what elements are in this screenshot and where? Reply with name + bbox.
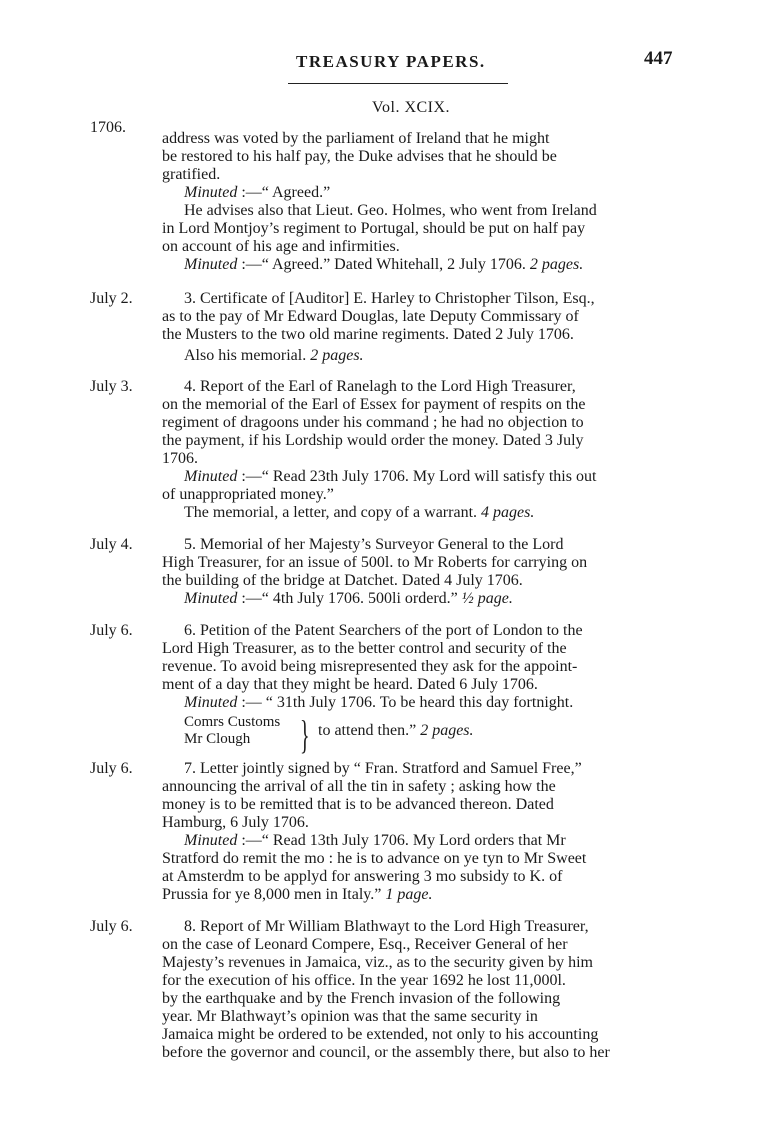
running-title: TREASURY PAPERS. <box>296 52 486 71</box>
text-line: High Treasurer, for an issue of 500l. to Mr Roberts for carrying on <box>162 554 588 571</box>
text-line: revenue. To avoid being misrepresented they ask for the appoint- <box>162 658 578 675</box>
margin-date: 1706. <box>90 119 126 136</box>
entry-body <box>162 622 684 712</box>
text-line: Lord High Treasurer, as to the better control and security of the <box>162 640 567 657</box>
margin-date: July 6. <box>90 760 133 777</box>
text-line: Jamaica might be ordered to be extended, not only to his accounting <box>162 1026 599 1043</box>
minute-line: Minuted :—“ Read 23th July 1706. My Lord will satisfy this out <box>184 468 597 485</box>
text-line: the building of the bridge at Datchet. Dated 4 July 1706. <box>162 572 523 589</box>
text-line: the Musters to the two old marine regiments. Dated 2 July 1706. <box>162 326 574 343</box>
text-line: in Lord Montjoy’s regiment to Portugal, should be put on half pay <box>162 220 586 237</box>
attend-line: to attend then.” 2 pages. <box>318 722 474 739</box>
text-line: on the memorial of the Earl of Essex for payment of respits on the <box>162 396 586 413</box>
margin-date: July 2. <box>90 290 133 307</box>
text-line: Prussia for ye 8,000 men in Italy.” 1 page. <box>162 886 433 903</box>
text-line: Majesty’s revenues in Jamaica, viz., as to the security given by him <box>162 954 593 971</box>
entry-body <box>162 378 684 522</box>
text-line: on account of his age and infirmities. <box>162 238 400 255</box>
text-line: 1706. <box>162 450 198 467</box>
text-line: before the governor and council, or the assembly there, but also to her <box>162 1044 610 1061</box>
margin-date: July 4. <box>90 536 133 553</box>
text-line: regiment of dragoons under his command ; he had no objection to <box>162 414 584 431</box>
text-line: He advises also that Lieut. Geo. Holmes, who went from Ireland <box>184 202 597 219</box>
margin-date: July 3. <box>90 378 133 395</box>
addressee-line: Mr Clough <box>184 731 251 747</box>
page-number: 447 <box>644 48 673 69</box>
text-line: for the execution of his office. In the year 1692 he lost 11,000l. <box>162 972 566 989</box>
text-line: 3. Certificate of [Auditor] E. Harley to Christopher Tilson, Esq., <box>184 290 595 307</box>
header-rule <box>288 83 508 84</box>
minute-line: Minuted :—“ Agreed.” <box>184 184 331 201</box>
minute-line: Minuted :—“ Agreed.” Dated Whitehall, 2 July 1706. 2 pages. <box>184 256 584 273</box>
text-line: year. Mr Blathwayt’s opinion was that the same security in <box>162 1008 538 1025</box>
text-line: on the case of Leonard Compere, Esq., Receiver General of her <box>162 936 568 953</box>
volume-heading: Vol. XCIX. <box>372 99 451 116</box>
text-line: money is to be remitted that is to be advanced thereon. Dated <box>162 796 554 813</box>
margin-date: July 6. <box>90 918 133 935</box>
text-line: at Amsterdm to be applyd for answering 3 mo subsidy to K. of <box>162 868 563 885</box>
text-line: Also his memorial. 2 pages. <box>184 347 364 364</box>
minute-line: Minuted :—“ Read 13th July 1706. My Lord orders that Mr <box>184 832 566 849</box>
text-line: be restored to his half pay, the Duke advises that he should be <box>162 148 557 165</box>
addressee-line: Comrs Customs <box>184 714 281 730</box>
text-line: announcing the arrival of all the tin in safety ; asking how the <box>162 778 556 795</box>
text-line: as to the pay of Mr Edward Douglas, late Deputy Commissary of <box>162 308 579 325</box>
text-line: gratified. <box>162 166 221 183</box>
entry-body <box>162 130 684 274</box>
text-line: The memorial, a letter, and copy of a warrant. 4 pages. <box>184 504 535 521</box>
text-line: 5. Memorial of her Majesty’s Surveyor General to the Lord <box>184 536 564 553</box>
text-line: 8. Report of Mr William Blathwayt to the Lord High Treasurer, <box>184 918 589 935</box>
curly-brace-icon: } <box>300 712 310 757</box>
text-line: the payment, if his Lordship would order the money. Dated 3 July <box>162 432 584 449</box>
minute-line: Minuted :— “ 31th July 1706. To be heard this day fortnight. <box>184 694 574 711</box>
text-line: 4. Report of the Earl of Ranelagh to the Lord High Treasurer, <box>184 378 576 395</box>
entry-body <box>162 290 684 365</box>
text-line: of unappropriated money.” <box>162 486 334 503</box>
margin-date: July 6. <box>90 622 133 639</box>
text-line: ment of a day that they might be heard. Dated 6 July 1706. <box>162 676 538 693</box>
text-line: Stratford do remit the mo : he is to advance on ye tyn to Mr Sweet <box>162 850 587 867</box>
entry-body <box>162 918 684 1062</box>
entry-body <box>162 536 684 608</box>
text-line: 7. Letter jointly signed by “ Fran. Stratford and Samuel Free,” <box>184 760 582 777</box>
text-line: by the earthquake and by the French invasion of the following <box>162 990 561 1007</box>
minute-line: Minuted :—“ 4th July 1706. 500li orderd.” ½ page. <box>184 590 513 607</box>
text-line: address was voted by the parliament of Ireland that he might <box>162 130 550 147</box>
entry-body <box>162 760 684 904</box>
text-line: 6. Petition of the Patent Searchers of the port of London to the <box>184 622 583 639</box>
text-line: Hamburg, 6 July 1706. <box>162 814 309 831</box>
